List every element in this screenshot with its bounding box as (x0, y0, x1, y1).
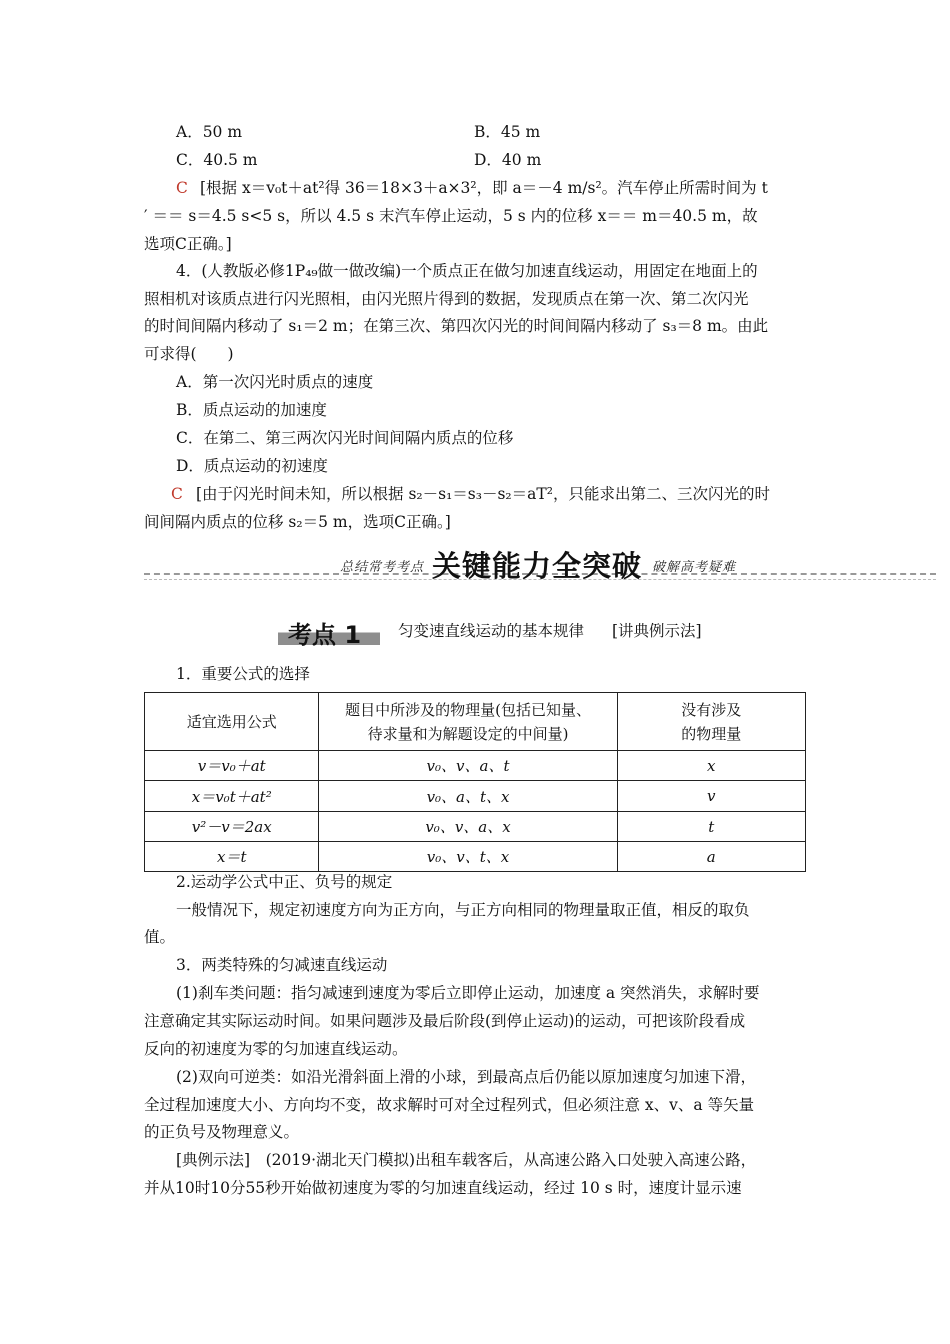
table-header-quantities (319, 693, 617, 751)
q4-explanation-line-1: [由于闪光时间未知，所以根据 s₂－s₁＝s₃－s₂＝aT²，只能求出第二、三次闪光的时 (196, 485, 770, 503)
section-1-heading: 1．重要公式的选择 (176, 665, 310, 683)
table-header-formula (145, 693, 319, 751)
banner-right-caption: 破解高考疑难 (652, 560, 737, 575)
table-header-missing (617, 693, 805, 751)
banner-left-caption: 总结常考考点 (340, 560, 425, 575)
section-3-p1-line-1: (1)刹车类问题：指匀减速到速度为零后立即停止运动，加速度 a 突然消失，求解时要 (176, 984, 760, 1002)
section-3-p2-line-1: (2)双向可逆类：如沿光滑斜面上滑的小球，到最高点后仍能以原加速度匀加速下滑， (176, 1068, 756, 1086)
table-row (145, 842, 806, 872)
q3-explanation-line-1: [根据 x＝v₀t＋at²得 36＝18×3＋a×3²，即 a＝－4 m/s²。汽车停止所需时间为 t (200, 179, 768, 197)
kaodian-label: 考点 1 (288, 621, 362, 649)
section-3-p2-line-3: 的正负号及物理意义。 (144, 1123, 300, 1141)
table-cell-quantities: v₀、v、a、t (319, 751, 617, 781)
table-row (145, 812, 806, 842)
table-header-quantities-line-1: 题目中所涉及的物理量(包括已知量、 (345, 700, 591, 719)
q4-option-d: D．质点运动的初速度 (176, 457, 328, 475)
example-line-1: [典例示法] (2019·湖北天门模拟)出租车载客后，从高速公路入口处驶入高速公路， (176, 1151, 757, 1169)
q4-option-c: C．在第二、第三两次闪光时间间隔内质点的位移 (176, 429, 514, 447)
q3-explanation-line-3: 选项C正确。] (144, 235, 232, 253)
q4-stem-line-3: 的时间间隔内移动了 s₁＝2 m；在第三次、第四次闪光的时间间隔内移动了 s₃＝8 m。由此 (144, 317, 769, 335)
table-row (145, 751, 806, 781)
table-cell-quantities: v₀、a、t、x (319, 781, 617, 812)
q3-option-d: D．40 m (474, 151, 542, 169)
table-cell-formula: v²－v＝2ax (145, 812, 319, 842)
table-header-formula-text: 适宜选用公式 (186, 713, 277, 731)
section-3-p1-line-2: 注意确定其实际运动时间。如果问题涉及最后阶段(到停止运动)的运动，可把该阶段看成 (144, 1012, 746, 1030)
example-line-2: 并从10时10分55秒开始做初速度为零的匀加速直线运动，经过 10 s 时，速度计显示速 (144, 1179, 742, 1197)
section-2-body-line-2: 值。 (144, 928, 176, 946)
table-cell-missing: a (617, 842, 805, 872)
formula-table (144, 692, 806, 872)
table-cell-missing: x (617, 751, 805, 781)
q3-option-b: B．45 m (474, 123, 541, 141)
table-header-missing-line-1: 没有涉及 (681, 700, 742, 719)
table-cell-missing: t (617, 812, 805, 842)
table-header-quantities-line-2: 待求量和为解题设定的中间量) (367, 724, 569, 743)
table-header-missing-line-2: 的物理量 (681, 724, 742, 743)
q4-stem-line-1: 4．(人教版必修1P₄₉做一做改编)一个质点正在做匀加速直线运动，用固定在地面上的 (176, 262, 758, 280)
kaodian-badge (278, 617, 380, 649)
q4-option-b: B．质点运动的加速度 (176, 401, 327, 419)
q4-stem-line-4: 可求得( ) (144, 345, 234, 363)
table-row (145, 781, 806, 812)
table-cell-quantities: v₀、v、a、x (319, 812, 617, 842)
q4-answer-letter: C (171, 485, 183, 503)
section-3-p1-line-3: 反向的初速度为零的匀加速直线运动。 (144, 1040, 408, 1058)
q3-explanation-line-2: ′ ＝＝ s＝4.5 s<5 s，所以 4.5 s 末汽车停止运动，5 s 内的位移 x＝＝ m＝40.5 m，故 (144, 207, 758, 225)
kaodian-title: 匀变速直线运动的基本规律 (398, 622, 585, 640)
section-2-heading: 2.运动学公式中正、负号的规定 (176, 873, 393, 891)
q4-stem-line-2: 照相机对该质点进行闪光照相，由闪光照片得到的数据，发现质点在第一次、第二次闪光 (144, 290, 749, 308)
banner-title: 关键能力全突破 (432, 549, 643, 583)
q3-option-c: C．40.5 m (176, 151, 258, 169)
table-cell-formula: x＝v₀t＋at² (145, 781, 319, 812)
section-3-heading: 3．两类特殊的匀减速直线运动 (176, 956, 388, 974)
kaodian-tag: [讲典例示法] (612, 622, 702, 640)
section-2-body-line-1: 一般情况下，规定初速度方向为正方向，与正方向相同的物理量取正值，相反的取负 (176, 901, 750, 919)
q3-option-a: A．50 m (176, 123, 243, 141)
table-cell-quantities: v₀、v、t、x (319, 842, 617, 872)
q3-answer-letter: C (176, 179, 188, 197)
table-cell-formula: x＝t (145, 842, 319, 872)
table-header-row (145, 693, 806, 751)
q4-option-a: A．第一次闪光时质点的速度 (176, 373, 374, 391)
section-3-p2-line-2: 全过程加速度大小、方向均不变，故求解时可对全过程列式，但必须注意 x、v、a 等矢量 (144, 1096, 755, 1114)
q4-explanation-line-2: 间间隔内质点的位移 s₂＝5 m，选项C正确。] (144, 513, 451, 531)
table-cell-missing: v (617, 781, 805, 812)
table-cell-formula: v＝v₀＋at (145, 751, 319, 781)
